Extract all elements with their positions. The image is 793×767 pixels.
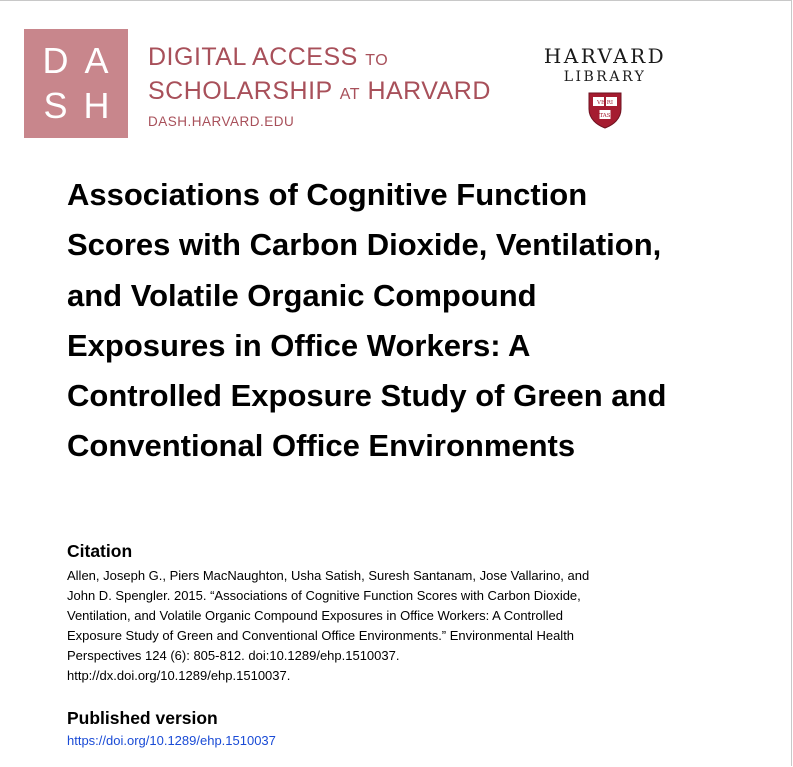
citation-line: Perspectives 124 (6): 805-812. doi:10.1289/ehp.1510037.: [67, 648, 400, 663]
dash-letter-a: A: [84, 40, 109, 82]
dash-url[interactable]: DASH.HARVARD.EDU: [148, 114, 295, 129]
citation-line: Ventilation, and Volatile Organic Compound Exposures in Office Workers: A Controlled: [67, 608, 563, 623]
harvard-name: HARVARD: [543, 44, 667, 68]
published-version-link[interactable]: https://doi.org/10.1289/ehp.1510037: [67, 733, 276, 748]
dash-letter-s: S: [43, 84, 68, 126]
dash-logo[interactable]: [24, 29, 128, 138]
shield-text-tas: TAS: [599, 113, 611, 119]
shield-text-veri: VE RI: [596, 100, 614, 106]
citation-line: John D. Spengler. 2015. “Associations of Cognitive Function Scores with Carbon Dioxide,: [67, 588, 581, 603]
dash-line1-small: TO: [365, 52, 389, 69]
harvard-library-logo[interactable]: [534, 44, 676, 129]
citation-line: Exposure Study of Green and Conventional Office Environments.” Environmental Health: [67, 628, 575, 643]
harvard-shield-icon: [587, 91, 623, 129]
citation-heading: Citation: [67, 541, 133, 561]
document-title: Associations of Cognitive Function Scores with Carbon Dioxide, Ventilation, and Volatile Organic Compound Exposures in Office Workers: A Controlled Exposure Study of Green and Conventional Office Environments: [67, 177, 667, 464]
dash-line2-small: AT: [339, 86, 360, 103]
dash-line1-main: DIGITAL ACCESS: [148, 43, 358, 71]
dash-letter-d: D: [42, 40, 69, 82]
citation-line: Allen, Joseph G., Piers MacNaughton, Usha Satish, Suresh Santanam, Jose Vallarino, and: [67, 568, 590, 583]
harvard-library-label: LIBRARY: [563, 69, 647, 85]
dash-line2-main: SCHOLARSHIP: [148, 77, 333, 105]
dash-wordmark: [148, 42, 491, 129]
dash-letter-h: H: [83, 84, 110, 126]
citation-text: [67, 566, 687, 686]
dash-line2-end: HARVARD: [367, 77, 491, 105]
published-version-heading: Published version: [67, 708, 218, 728]
citation-line: http://dx.doi.org/10.1289/ehp.1510037.: [67, 668, 291, 683]
